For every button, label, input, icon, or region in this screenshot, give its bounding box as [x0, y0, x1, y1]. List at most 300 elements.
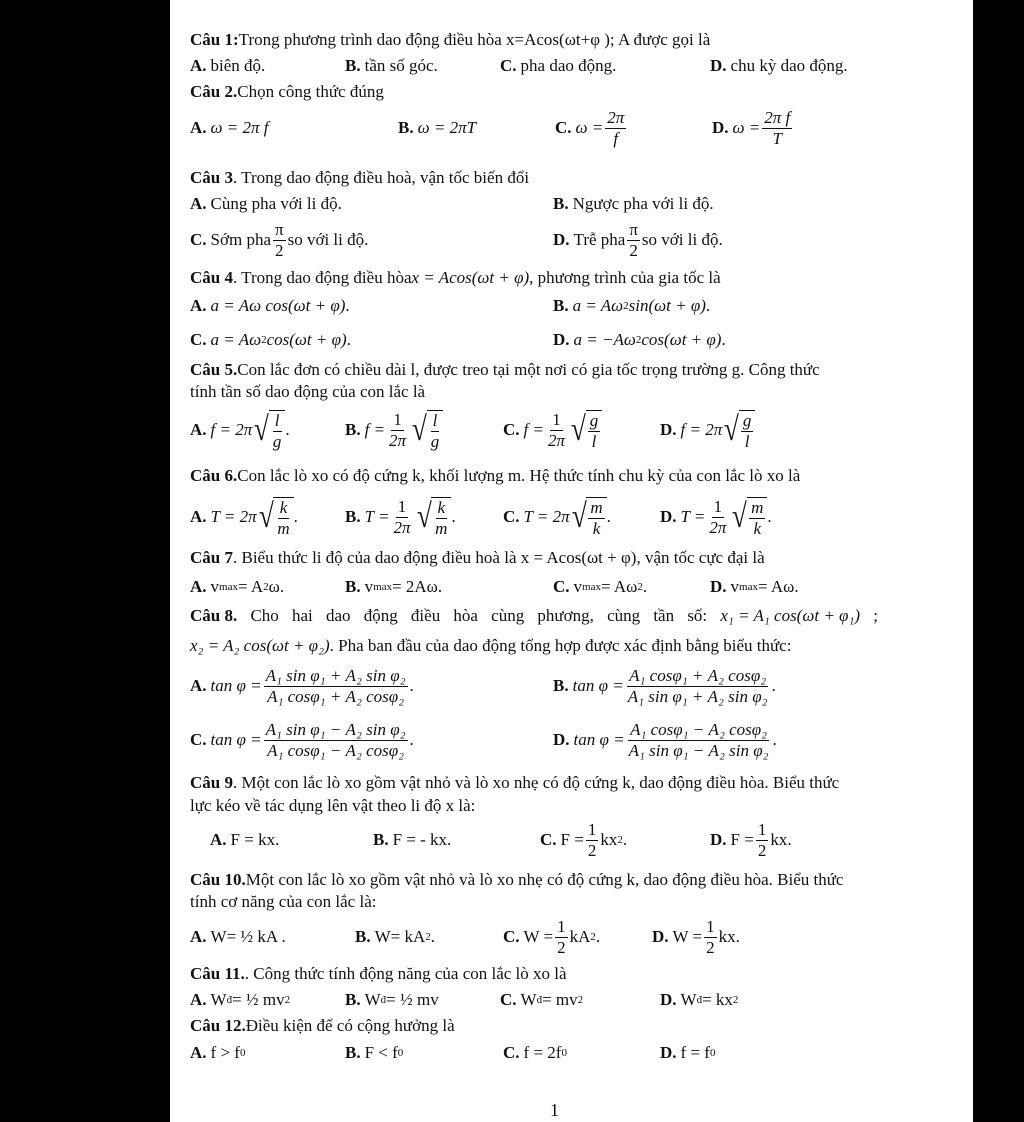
denominator: [771, 129, 784, 148]
denominator: [586, 841, 599, 860]
answer-option[interactable]: [345, 496, 456, 538]
text-run: 2: [706, 937, 715, 957]
question-label: Câu 10.: [190, 870, 246, 889]
radical-sign: √: [416, 498, 432, 535]
subscript: 0: [709, 1047, 716, 1059]
option-key: A.: [190, 927, 207, 946]
text-run: so với li độ.: [641, 230, 723, 249]
answer-option[interactable]: [345, 409, 443, 451]
denominator: [627, 241, 640, 260]
radicand: [427, 410, 444, 451]
answer-option[interactable]: [540, 819, 628, 860]
answer-option[interactable]: [503, 409, 602, 451]
subscript: đ: [226, 994, 233, 1006]
answer-option[interactable]: [210, 828, 279, 852]
option-key: C.: [503, 507, 520, 526]
square-root: [415, 497, 452, 538]
subscript: 0: [561, 1047, 567, 1059]
fraction: [433, 499, 449, 538]
superscript: 2: [577, 994, 584, 1006]
math-text: f = 2π: [680, 420, 723, 439]
math-text: k: [437, 497, 446, 517]
text-run: chu kỳ dao động.: [730, 56, 848, 75]
superscript: 2: [623, 300, 629, 312]
denominator: [590, 432, 599, 451]
square-root: [252, 410, 285, 451]
text-run: Trễ pha: [573, 230, 626, 249]
math-text: m: [435, 518, 448, 538]
option-key: D.: [712, 118, 729, 137]
answer-option[interactable]: [710, 54, 848, 78]
text-run: v: [573, 577, 583, 596]
page-number: 1: [550, 1100, 559, 1120]
numerator: [278, 499, 290, 519]
numerator: [555, 918, 568, 938]
text-run: 1: [713, 496, 723, 516]
text-run: 2: [757, 840, 767, 860]
math-text: g: [742, 410, 752, 430]
numerator: [273, 221, 286, 241]
superscript: 2: [261, 334, 267, 346]
math-text: k: [753, 518, 762, 538]
option-key: A.: [190, 676, 207, 695]
option-key: C.: [540, 830, 557, 849]
text-run: f > f: [210, 1043, 240, 1062]
numerator: [712, 498, 725, 518]
numerator: [264, 667, 408, 687]
math-text: T =: [680, 507, 706, 526]
option-key: B.: [345, 990, 361, 1009]
option-key: B.: [345, 577, 361, 596]
answer-option[interactable]: [555, 107, 628, 148]
radicand: [586, 410, 603, 451]
numerator: [550, 411, 563, 431]
question-stem: [190, 80, 384, 104]
answer-option[interactable]: [190, 1041, 245, 1065]
numerator: [588, 412, 601, 432]
text-run: 2: [557, 937, 566, 957]
option-key: C.: [190, 730, 207, 749]
question-label: Câu 7: [190, 548, 233, 567]
math-text: tan φ =: [573, 730, 625, 749]
text-run: hòa: [453, 606, 478, 625]
option-key: B.: [553, 676, 569, 695]
subscript: đ: [696, 994, 703, 1006]
square-root: [410, 410, 443, 451]
denominator: [704, 938, 717, 957]
option-key: B.: [345, 507, 361, 526]
text-run: W =: [672, 927, 703, 946]
text-run: cùng: [491, 606, 525, 625]
math-text: 2π: [547, 430, 566, 450]
math-text: 2π f: [764, 107, 791, 127]
answer-option[interactable]: [660, 410, 755, 451]
option-key: B.: [345, 56, 361, 75]
answer-option[interactable]: [345, 575, 442, 599]
math-text: 2π: [393, 517, 411, 537]
text-run: tính cơ năng của con lắc là:: [190, 892, 377, 911]
option-key: D.: [660, 990, 677, 1009]
math-text: tan φ =: [210, 730, 262, 749]
answer-option[interactable]: [553, 575, 647, 599]
option-key: C.: [503, 1043, 520, 1062]
question-stem: [190, 546, 765, 570]
answer-option[interactable]: [652, 916, 740, 957]
math-text: A₁ sin φ₁ + A₂ sin φ₂: [265, 665, 406, 685]
superscript: 2: [732, 994, 739, 1006]
denominator: [391, 518, 412, 537]
fraction: [588, 499, 604, 538]
math-text: m: [590, 497, 603, 517]
fraction: [273, 221, 286, 260]
square-root: [722, 410, 755, 451]
answer-option[interactable]: [190, 497, 298, 538]
question-stem: [190, 771, 839, 795]
question-stem: [190, 28, 710, 52]
text-run: số:: [687, 606, 708, 625]
text-run: . Trong dao động điều hòa: [232, 268, 412, 287]
text-run: Cho: [250, 606, 279, 625]
option-key: D.: [652, 927, 669, 946]
math-text: l: [274, 410, 280, 430]
denominator: [707, 518, 728, 537]
text-run: F < f: [364, 1043, 398, 1062]
answer-option[interactable]: [345, 1041, 403, 1065]
option-key: C.: [503, 927, 520, 946]
text-run: .: [642, 577, 648, 596]
math-text: 2π: [709, 517, 727, 537]
numerator: [396, 498, 409, 518]
text-run: lực kéo về tác dụng lên vật theo li độ x là:: [190, 796, 476, 815]
denominator: [265, 741, 406, 760]
text-run: . Một con lắc lò xo gồm vật nhỏ và lò xo nhẹ có độ cứng k, dao động điều hòa. Biểu thức: [232, 773, 840, 792]
option-key: A.: [190, 577, 207, 596]
text-run: .: [409, 676, 414, 695]
answer-option[interactable]: [503, 916, 601, 957]
text-run: = 2Aω.: [392, 577, 443, 596]
option-key: D.: [553, 330, 570, 349]
text-run: W =: [523, 927, 554, 946]
answer-option[interactable]: [190, 925, 286, 949]
text-run: .: [285, 420, 290, 439]
answer-option[interactable]: [553, 719, 777, 760]
text-run: . Pha ban đầu của dao động tổng hợp được xác định bằng biểu thức:: [329, 636, 792, 655]
fraction: [555, 918, 568, 957]
numerator: [431, 412, 440, 432]
radical-sign: √: [732, 498, 748, 535]
numerator: [605, 109, 626, 129]
question-label: Câu 6.: [190, 466, 238, 485]
text-run: 1: [397, 496, 407, 516]
numerator: [586, 821, 599, 841]
text-run: f = 2f: [523, 1043, 562, 1062]
math-text: ω = 2πT: [417, 118, 477, 137]
math-text: f: [613, 128, 619, 148]
math-text: tan φ =: [210, 676, 262, 695]
radicand: [269, 410, 286, 451]
text-run: W: [364, 990, 381, 1009]
option-key: A.: [190, 990, 207, 1009]
text-run: kx.: [718, 927, 740, 946]
text-run: 2: [629, 240, 638, 260]
fraction: [707, 498, 728, 537]
fraction: [275, 499, 291, 538]
text-run: F =: [560, 830, 584, 849]
answer-option[interactable]: [190, 719, 414, 760]
text-run: = ½ mv: [232, 990, 285, 1009]
question-stem: [190, 604, 878, 628]
math-text: g: [272, 431, 282, 451]
math-text: A₁ cosφ₁ + A₂ cosφ₂: [267, 686, 405, 706]
superscript: 2: [617, 834, 623, 846]
math-text: l: [744, 431, 750, 451]
answer-option[interactable]: [660, 496, 772, 538]
text-run: .: [767, 507, 772, 526]
answer-option[interactable]: [553, 192, 714, 216]
text-run: F = - kx.: [392, 830, 452, 849]
denominator: [611, 129, 620, 148]
math-text: T = 2π: [210, 507, 257, 526]
math-text: ω =: [575, 118, 604, 137]
text-run: , phương trình của gia tốc là: [529, 268, 721, 287]
math-text: a = −Aω: [573, 330, 636, 349]
fraction: [429, 412, 442, 451]
answer-option[interactable]: [500, 54, 616, 78]
math-text: ω =: [732, 118, 761, 137]
answer-option[interactable]: [190, 192, 342, 216]
math-text: g: [589, 410, 599, 430]
text-run: W: [680, 990, 697, 1009]
fraction: [264, 667, 408, 706]
math-text: x₂ = A₂ cos(ωt + φ₂): [190, 636, 330, 655]
math-text: f =: [523, 420, 544, 439]
answer-option[interactable]: [355, 925, 435, 949]
radicand: [431, 497, 451, 538]
answer-option[interactable]: [345, 54, 438, 78]
text-run: W= ½ kA .: [210, 927, 286, 946]
option-key: D.: [553, 230, 570, 249]
fraction: [271, 412, 284, 451]
text-run: π: [629, 219, 638, 239]
question-stem: [190, 868, 843, 892]
question-label: Câu 5.: [190, 360, 238, 379]
answer-option[interactable]: [190, 219, 369, 260]
superscript: 2: [425, 931, 431, 943]
text-run: tần: [653, 606, 675, 625]
subscript: đ: [380, 994, 387, 1006]
option-key: D.: [660, 420, 677, 439]
option-key: A.: [190, 56, 207, 75]
numerator: [588, 499, 604, 519]
text-run: Ngược pha với li độ.: [572, 194, 714, 213]
radical-sign: √: [570, 411, 586, 448]
text-run: W: [210, 990, 227, 1009]
numerator: [756, 821, 769, 841]
text-run: F =: [730, 830, 754, 849]
answer-option[interactable]: [190, 116, 269, 140]
radical-sign: √: [254, 411, 270, 448]
answer-option[interactable]: [710, 819, 792, 860]
text-run: Trong phương trình dao động điều hòa x=Acos(ωt+φ ); A được gọi là: [238, 30, 711, 49]
subscript: max: [582, 581, 601, 593]
denominator: [433, 519, 449, 538]
option-key: D.: [710, 56, 727, 75]
document-page: [170, 0, 973, 1122]
answer-option[interactable]: [710, 575, 799, 599]
question-stem: [190, 358, 820, 382]
math-text: x = Acos(ωt + φ): [411, 268, 530, 287]
text-run: .: [772, 730, 777, 749]
answer-option[interactable]: [190, 54, 265, 78]
text-run: điều: [410, 606, 441, 625]
denominator: [756, 841, 769, 860]
question-label: Câu 4: [190, 268, 233, 287]
text-run: .: [430, 927, 436, 946]
answer-option[interactable]: [503, 1041, 567, 1065]
radicand: [747, 497, 767, 538]
square-root: [257, 497, 294, 538]
answer-option[interactable]: [553, 665, 776, 706]
text-run: .: [622, 830, 628, 849]
text-run: . Biểu thức li độ của dao động điều hoà là x = Acos(ωt + φ), vận tốc cực đại là: [232, 548, 765, 567]
answer-option[interactable]: [553, 219, 723, 260]
option-key: A.: [190, 194, 207, 213]
answer-option[interactable]: [190, 294, 350, 318]
denominator: [627, 741, 771, 760]
text-run: 1: [706, 916, 715, 936]
question-label: Câu 1:: [190, 30, 239, 49]
math-text: 2π: [607, 107, 625, 127]
option-key: D.: [660, 1043, 677, 1062]
denominator: [265, 687, 406, 706]
option-key: D.: [660, 507, 677, 526]
text-run: W= kA: [374, 927, 426, 946]
denominator: [751, 519, 763, 538]
question-stem-continued: [190, 634, 791, 658]
text-run: kx: [600, 830, 618, 849]
math-text: m: [277, 518, 290, 538]
text-run: Cùng pha với li độ.: [210, 194, 342, 213]
superscript: 2: [590, 931, 596, 943]
text-run: kx.: [770, 830, 792, 849]
answer-option[interactable]: [660, 988, 738, 1012]
text-run: v: [364, 577, 374, 596]
text-run: tần số góc.: [364, 56, 438, 75]
fraction: [627, 721, 771, 760]
text-run: dao: [325, 606, 351, 625]
math-text: cos(ωt + φ): [266, 330, 347, 349]
answer-option[interactable]: [553, 328, 726, 352]
superscript: 2: [284, 994, 291, 1006]
math-text: T: [772, 128, 782, 148]
answer-option[interactable]: [553, 294, 710, 318]
numerator: [627, 221, 640, 241]
text-run: 1: [557, 916, 566, 936]
text-run: = mv: [542, 990, 578, 1009]
math-text: A₁ cosφ₁ − A₂ cosφ₂: [630, 719, 768, 739]
fraction: [546, 411, 567, 450]
option-key: A.: [190, 1043, 207, 1062]
answer-option[interactable]: [190, 575, 284, 599]
text-run: cùng: [607, 606, 641, 625]
answer-option[interactable]: [190, 665, 414, 706]
option-key: D.: [553, 730, 570, 749]
numerator: [273, 412, 282, 432]
option-key: D.: [710, 830, 727, 849]
option-key: C.: [500, 56, 517, 75]
radicand: [739, 410, 756, 451]
question-label: Câu 8.: [190, 606, 238, 625]
question-label: Câu 9: [190, 773, 233, 792]
answer-option[interactable]: [345, 988, 439, 1012]
radical-sign: √: [571, 498, 587, 535]
square-root: [570, 497, 607, 538]
fraction: [605, 109, 626, 148]
question-label: Câu 12.: [190, 1016, 246, 1035]
answer-option[interactable]: [190, 988, 290, 1012]
math-text: A₁ cosφ₁ + A₂ cosφ₂: [629, 665, 767, 685]
question-stem: [190, 266, 721, 290]
radical-sign: √: [724, 411, 740, 448]
fraction: [387, 411, 408, 450]
answer-option[interactable]: [373, 828, 451, 852]
option-key: B.: [373, 830, 389, 849]
answer-option[interactable]: [503, 497, 611, 538]
numerator: [628, 721, 769, 741]
math-text: k: [592, 518, 601, 538]
denominator: [591, 519, 603, 538]
text-run: biên độ.: [210, 56, 266, 75]
answer-option[interactable]: [500, 988, 583, 1012]
text-run: Con lắc lò xo có độ cứng k, khối lượng m. Hệ thức tính chu kỳ của con lắc lò xo là: [237, 466, 801, 485]
text-run: F = kx.: [230, 830, 280, 849]
text-run: Một con lắc lò xo gồm vật nhỏ và lò xo nhẹ có độ cứng k, dao động điều hòa. Biểu thức: [245, 870, 844, 889]
text-run: .: [771, 676, 776, 695]
radicand: [273, 497, 293, 538]
fraction: [586, 821, 599, 860]
answer-option[interactable]: [712, 107, 794, 148]
math-text: T =: [364, 507, 390, 526]
fraction: [264, 721, 408, 760]
fraction: [749, 499, 765, 538]
math-text: k: [279, 497, 288, 517]
subscript: max: [373, 581, 393, 593]
math-text: a = Aω cos(ωt + φ): [210, 296, 346, 315]
text-run: Sớm pha: [210, 230, 271, 249]
text-run: ω.: [268, 577, 285, 596]
option-key: C.: [190, 330, 207, 349]
option-key: B.: [345, 420, 361, 439]
text-run: 1: [393, 409, 402, 429]
question-label: Câu 2.: [190, 82, 238, 101]
answer-option[interactable]: [660, 1041, 715, 1065]
text-run: = A: [237, 577, 264, 596]
subscript: 0: [239, 1047, 246, 1059]
text-run: .: [606, 507, 611, 526]
answer-option[interactable]: [190, 328, 351, 352]
text-run: 1: [757, 819, 767, 839]
superscript: 2: [637, 581, 643, 593]
text-run: v: [730, 577, 740, 596]
answer-option[interactable]: [190, 410, 290, 451]
text-run: Điều kiện để có cộng hưởng là: [245, 1016, 455, 1035]
question-stem: [190, 464, 800, 488]
math-text: A₁ sin φ₁ + A₂ sin φ₂: [627, 686, 768, 706]
math-text: cos(ωt + φ): [641, 330, 722, 349]
text-run: .: [346, 330, 351, 349]
answer-option[interactable]: [398, 116, 476, 140]
option-key: B.: [355, 927, 371, 946]
